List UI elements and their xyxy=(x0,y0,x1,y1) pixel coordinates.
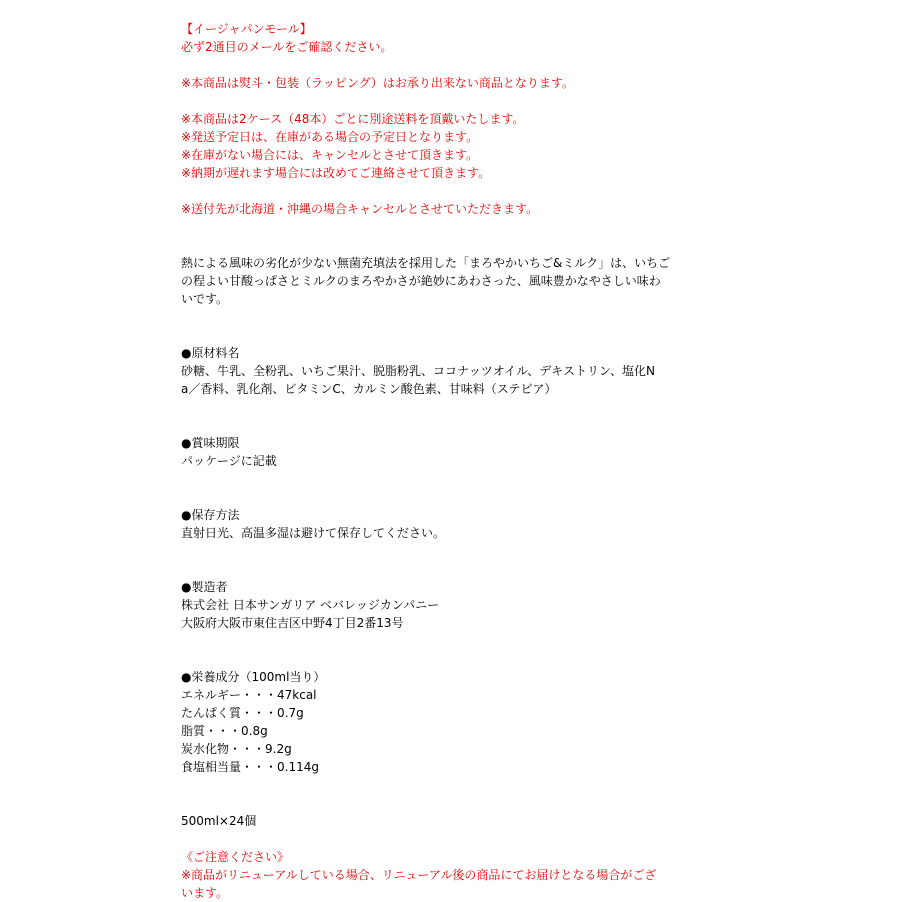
manufacturer-section xyxy=(181,578,701,632)
caution-line-2: います。 xyxy=(181,886,229,900)
nutrition-energy: エネルギー・・・47kcal xyxy=(181,688,317,702)
region-note: ※送付先が北海道・沖縄の場合キャンセルとさせていただきます。 xyxy=(181,202,539,216)
storage-text: 直射日光、高温多湿は避けて保存してください。 xyxy=(181,526,446,540)
caution-section xyxy=(181,848,701,902)
package-size: 500ml×24個 xyxy=(181,814,257,828)
ingredients-line-2: a／香料、乳化剤、ビタミンC、カルミン酸色素、甘味料（ステビア） xyxy=(181,382,557,396)
caution-line-1: ※商品がリニューアルしている場合、リニューアル後の商品にてお届けとなる場合がござ xyxy=(181,868,657,882)
nutrition-carbohydrate: 炭水化物・・・9.2g xyxy=(181,742,292,756)
description-line-2: の程よい甘酸っぱさとミルクのまろやかさが絶妙にあわさった、風味豊かなやさしい味わ xyxy=(181,274,661,288)
nutrition-heading: ●栄養成分（100ml当り） xyxy=(181,670,326,684)
manufacturer-address: 大阪府大阪市東住吉区中野4丁目2番13号 xyxy=(181,616,404,630)
expiry-section xyxy=(181,434,701,470)
expiry-heading: ●賞味期限 xyxy=(181,436,240,450)
nutrition-fat: 脂質・・・0.8g xyxy=(181,724,268,738)
region-notice xyxy=(181,200,701,218)
shipping-note-1: ※本商品は2ケース（48本）ごとに別途送料を頂戴いたします。 xyxy=(181,112,525,126)
wrapping-notice xyxy=(181,74,701,92)
caution-heading: 《ご注意ください》 xyxy=(181,850,290,864)
expiry-text: パッケージに記載 xyxy=(181,454,277,468)
shipping-notices xyxy=(181,110,701,182)
shop-name: 【イージャパンモール】 xyxy=(181,22,312,36)
ingredients-line-1: 砂糖、牛乳、全粉乳、いちご果汁、脱脂粉乳、ココナッツオイル、デキストリン、塩化N xyxy=(181,364,655,378)
notices-top xyxy=(181,20,701,56)
nutrition-salt: 食塩相当量・・・0.114g xyxy=(181,760,319,774)
shipping-note-2: ※発送予定日は、在庫がある場合の予定日となります。 xyxy=(181,130,479,144)
manufacturer-heading: ●製造者 xyxy=(181,580,228,594)
shipping-note-3: ※在庫がない場合には、キャンセルとさせて頂きます。 xyxy=(181,148,479,162)
ingredients-section xyxy=(181,344,701,398)
shipping-note-4: ※納期が遅れます場合には改めてご連絡させて頂きます。 xyxy=(181,166,491,180)
description-line-1: 熱による風味の劣化が少ない無菌充填法を採用した「まろやかいちご&ミルク」は、いちご xyxy=(181,256,671,270)
package-section xyxy=(181,812,701,830)
description-line-3: いです。 xyxy=(181,292,229,306)
product-description-page xyxy=(181,20,701,902)
ingredients-heading: ●原材料名 xyxy=(181,346,240,360)
storage-heading: ●保存方法 xyxy=(181,508,240,522)
product-description xyxy=(181,254,701,308)
nutrition-protein: たんぱく質・・・0.7g xyxy=(181,706,304,720)
nutrition-section xyxy=(181,668,701,776)
email-note: 必ず2通目のメールをご確認ください。 xyxy=(181,40,393,54)
wrapping-note: ※本商品は熨斗・包装（ラッピング）はお承り出来ない商品となります。 xyxy=(181,76,574,90)
manufacturer-name: 株式会社 日本サンガリア ベバレッジカンパニー xyxy=(181,598,440,612)
storage-section xyxy=(181,506,701,542)
